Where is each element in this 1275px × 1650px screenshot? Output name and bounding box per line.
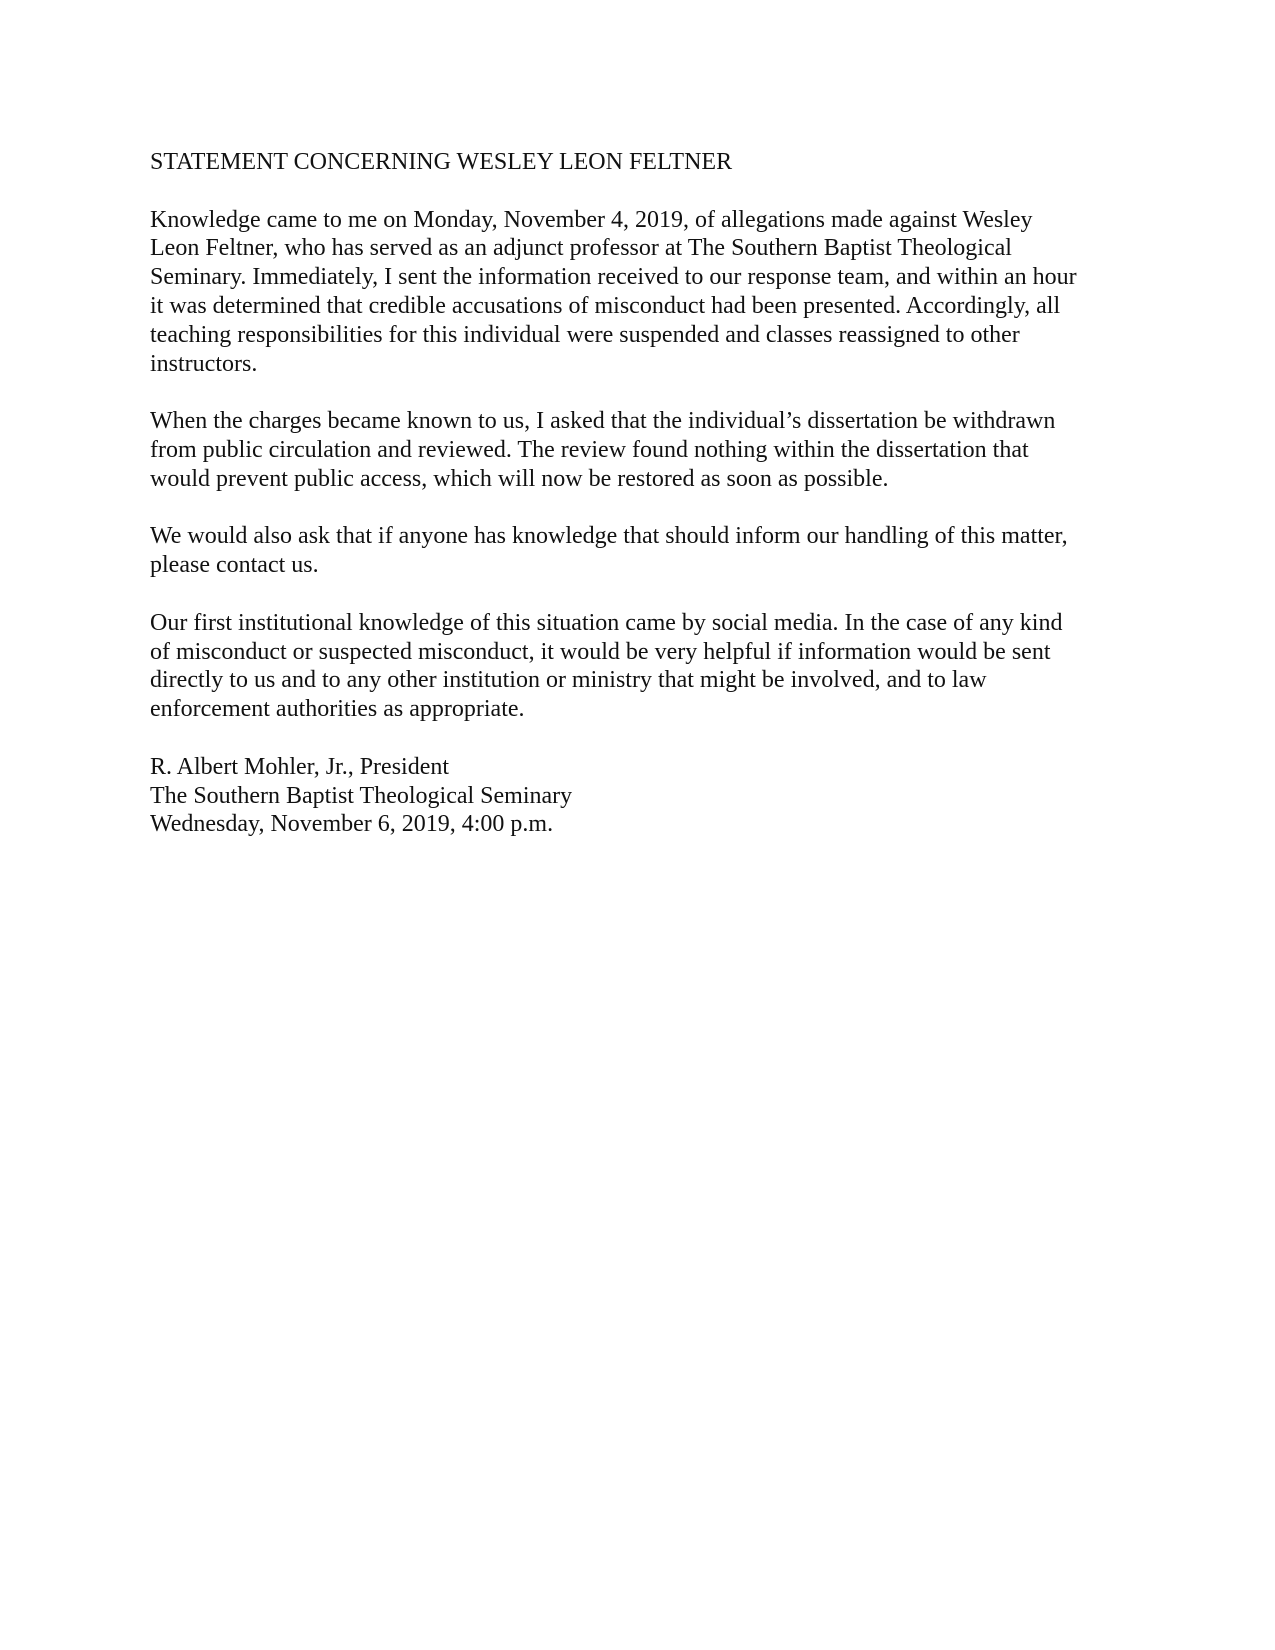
- paragraph-line: it was determined that credible accusations of misconduct had been presented. Accordingly, all: [150, 292, 1061, 319]
- paragraph-3: [150, 522, 1140, 580]
- paragraph-2: [150, 407, 1140, 493]
- signatory-name: R. Albert Mohler, Jr., President: [150, 753, 450, 780]
- paragraph-line: would prevent public access, which will now be restored as soon as possible.: [150, 465, 889, 492]
- paragraph-line: please contact us.: [150, 552, 319, 579]
- paragraph-line: Leon Feltner, who has served as an adjunct professor at The Southern Baptist Theological: [150, 235, 1012, 262]
- statement-datetime: Wednesday, November 6, 2019, 4:00 p.m.: [150, 811, 554, 838]
- paragraph-line: We would also ask that if anyone has knowledge that should inform our handling of this matter,: [150, 523, 1068, 550]
- document-title: STATEMENT CONCERNING WESLEY LEON FELTNER: [150, 149, 733, 175]
- paragraph-1: [150, 206, 1140, 379]
- paragraph-line: Knowledge came to me on Monday, November 4, 2019, of allegations made against Wesley: [150, 206, 1033, 233]
- paragraph-line: When the charges became known to us, I asked that the individual’s dissertation be withdrawn: [150, 408, 1056, 435]
- paragraph-line: Our first institutional knowledge of this situation came by social media. In the case of any kind: [150, 609, 1063, 636]
- paragraph-4: [150, 609, 1140, 724]
- signature-block: [150, 753, 1140, 839]
- paragraph-line: enforcement authorities as appropriate.: [150, 696, 525, 723]
- paragraph-line: from public circulation and reviewed. The review found nothing within the dissertation that: [150, 436, 1029, 463]
- paragraph-line: instructors.: [150, 350, 258, 377]
- signatory-institution: The Southern Baptist Theological Seminary: [150, 782, 573, 809]
- document-body: [150, 148, 1140, 839]
- paragraph-line: Seminary. Immediately, I sent the information received to our response team, and within an hour: [150, 264, 1077, 291]
- paragraph-line: of misconduct or suspected misconduct, it would be very helpful if information would be sent: [150, 638, 1051, 665]
- paragraph-line: directly to us and to any other institution or ministry that might be involved, and to law: [150, 667, 987, 694]
- paragraph-line: teaching responsibilities for this individual were suspended and classes reassigned to other: [150, 321, 1020, 348]
